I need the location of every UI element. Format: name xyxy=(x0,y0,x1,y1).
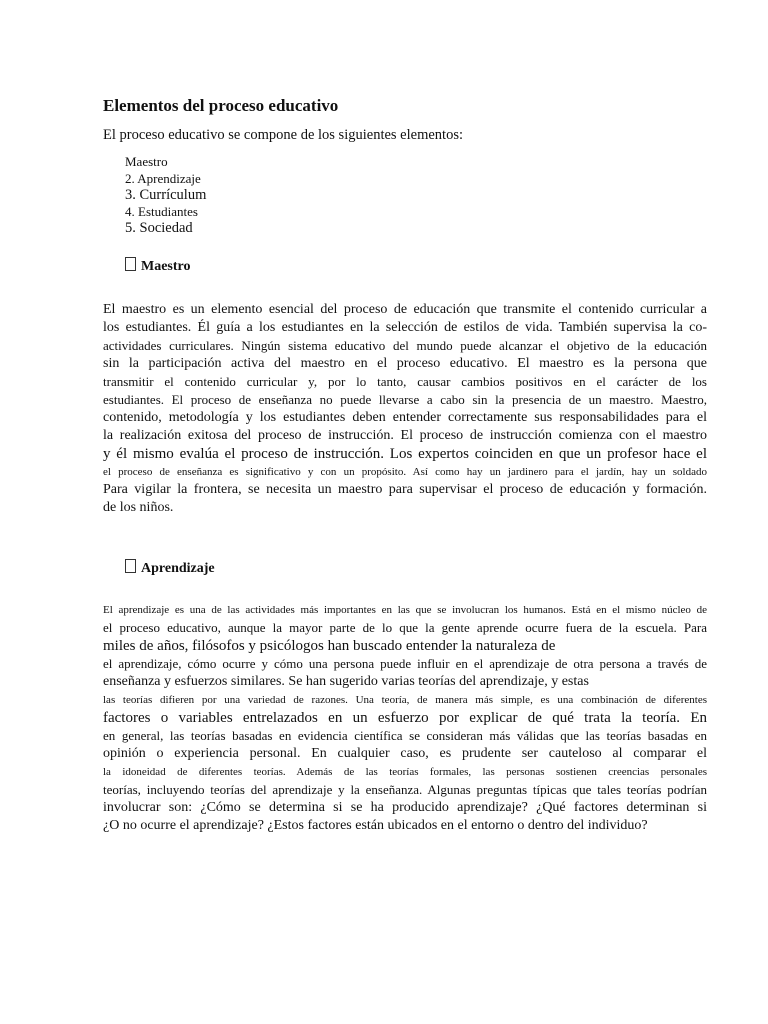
list-item: 5. Sociedad xyxy=(125,220,193,237)
paragraph-line: miles de años, filósofos y psicólogos han buscado entender la naturaleza de xyxy=(103,638,556,654)
paragraph-line: contenido, metodología y los estudiantes deben entender correctamente sus responsabilidades para el xyxy=(103,410,707,425)
paragraph-line: Para vigilar la frontera, se necesita un maestro para supervisar el proceso de educación y formación. xyxy=(103,482,707,497)
intro-text: El proceso educativo se compone de los siguientes elementos: xyxy=(103,127,463,143)
list-item: Maestro xyxy=(125,154,168,169)
paragraph-line: factores o variables entrelazados en un esfuerzo por explicar de qué trata la teoría. En xyxy=(103,710,707,726)
elements-list xyxy=(125,154,206,237)
section-heading-label: Aprendizaje xyxy=(141,561,215,576)
paragraph-line: el proceso educativo, aunque la mayor parte de lo que la gente aprende ocurre fuera de la escuela. Para xyxy=(103,620,707,635)
section-heading-label: Maestro xyxy=(141,259,191,274)
list-item: 2. Aprendizaje xyxy=(125,170,201,186)
checkbox-glyph-icon xyxy=(125,559,136,573)
paragraph-line: los estudiantes. Él guía a los estudiantes en la selección de estilos de vida. También supervisa la co- xyxy=(103,320,707,335)
paragraph-line: El maestro es un elemento esencial del proceso de educación que transmite el contenido curricular a xyxy=(103,302,707,317)
paragraph-line: ¿O no ocurre el aprendizaje? ¿Estos factores están ubicados en el entorno o dentro del individuo? xyxy=(103,818,648,833)
paragraph-line: enseñanza y esfuerzos similares. Se han sugerido varias teorías del aprendizaje, y estas xyxy=(103,674,589,689)
paragraph-line: teorías, incluyendo teorías del aprendizaje y la enseñanza. Algunas preguntas típicas que tales teorías podrían xyxy=(103,782,707,797)
paragraph-line: las teorías difieren por una variedad de razones. Una teoría, de manera más simple, es una combinación de diferentes xyxy=(103,694,707,706)
checkbox-glyph-icon xyxy=(125,257,136,271)
list-item: 4. Estudiantes xyxy=(125,203,198,219)
paragraph-line: involucrar son: ¿Cómo se determina si se ha producido aprendizaje? ¿Qué factores determinan si xyxy=(103,800,707,815)
list-item: 3. Currículum xyxy=(125,187,207,204)
paragraph-line: opinión o experiencia personal. En cualquier caso, es prudente ser cauteloso al comparar el xyxy=(103,746,707,761)
aprendizaje-paragraph xyxy=(103,601,707,835)
page-title: Elementos del proceso educativo xyxy=(103,96,339,115)
paragraph-line: la idoneidad de diferentes teorías. Además de las teorías formales, las personas sostienen creencias personales xyxy=(103,766,707,778)
paragraph-line: el proceso de enseñanza es significativo y con un propósito. Así como hay un jardinero para el jardín, hay un soldado xyxy=(103,466,707,478)
paragraph-line: actividades curriculares. Ningún sistema educativo del mundo puede alcanzar el objetivo de la educación xyxy=(103,338,707,353)
section-heading-aprendizaje xyxy=(125,559,215,577)
paragraph-line: la realización exitosa del proceso de instrucción. El proceso de instrucción comienza con el maestro xyxy=(103,428,707,443)
paragraph-line: transmitir el contenido curricular y, por lo tanto, causar cambios positivos en el carácter de los xyxy=(103,374,707,389)
paragraph-line: el aprendizaje, cómo ocurre y cómo una persona puede influir en el aprendizaje de otra persona a través de xyxy=(103,656,707,671)
paragraph-line: sin la participación activa del maestro en el proceso educativo. El maestro es la persona que xyxy=(103,356,707,371)
maestro-paragraph xyxy=(103,301,707,517)
paragraph-line: de los niños. xyxy=(103,500,174,515)
paragraph-line: estudiantes. El proceso de enseñanza no puede llevarse a cabo sin la presencia de un maestro. Maestro, xyxy=(103,392,707,407)
paragraph-line: El aprendizaje es una de las actividades más importantes en las que se involucran los humanos. Está en el mismo núcleo de xyxy=(103,604,707,616)
paragraph-line: y él mismo evalúa el proceso de instrucción. Los expertos coinciden en que un profesor hace el xyxy=(103,446,707,462)
paragraph-line: en general, las teorías basadas en evidencia científica se consideran más válidas que las teorías basadas en xyxy=(103,728,707,743)
section-heading-maestro xyxy=(125,257,191,275)
